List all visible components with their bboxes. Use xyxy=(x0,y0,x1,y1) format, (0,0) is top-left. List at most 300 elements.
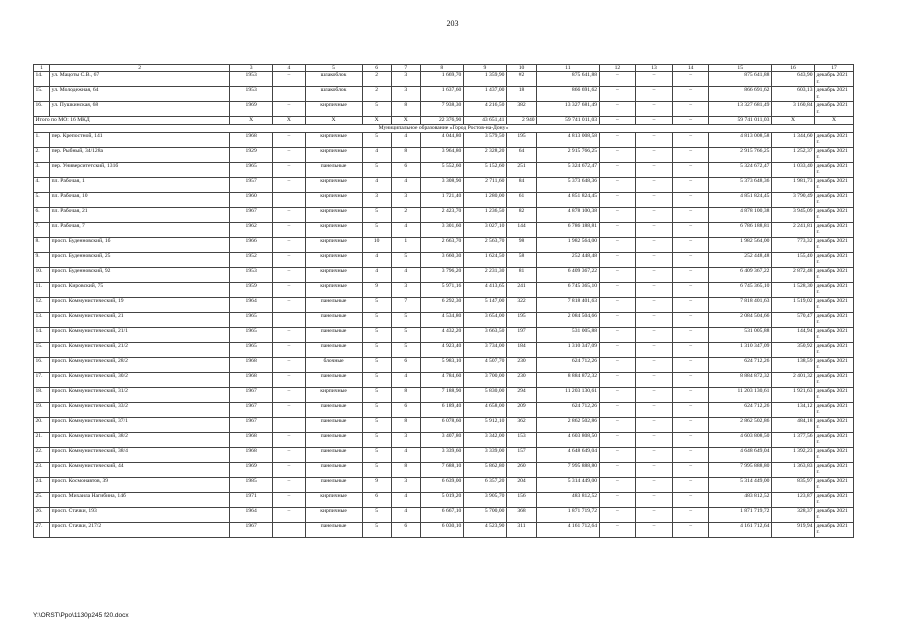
table-cell: кирпичные xyxy=(305,237,362,252)
table-cell: 4 xyxy=(391,447,420,462)
table-cell: – xyxy=(636,327,673,342)
table-cell: – xyxy=(273,237,305,252)
table-cell: – xyxy=(672,87,709,102)
table-cell: 4. xyxy=(34,177,50,192)
table-cell: блочные xyxy=(305,357,362,372)
table-cell: панельные xyxy=(305,447,362,462)
table-cell: 1964 xyxy=(230,507,273,522)
table-cell: 1967 xyxy=(230,402,273,417)
table-cell: 12. xyxy=(34,297,50,312)
table-cell: – xyxy=(636,132,673,147)
table-row xyxy=(34,342,854,357)
column-number-cell: 15 xyxy=(709,65,771,72)
table-cell: 7 818 401,63 xyxy=(709,297,771,312)
table-cell: 1 871 719,72 xyxy=(709,507,771,522)
table-cell: 9. xyxy=(34,252,50,267)
table-cell: 15. xyxy=(34,342,50,357)
table-row xyxy=(34,447,854,462)
table-cell: – xyxy=(636,492,673,507)
table-cell: – xyxy=(599,372,636,387)
table-cell: просп. Коммунистический, 37/1 xyxy=(50,417,230,432)
table-cell: 5 xyxy=(362,462,391,477)
total-cell: 22 376,90 xyxy=(420,117,463,125)
table-cell: 7. xyxy=(34,222,50,237)
table-cell: 1953 xyxy=(230,267,273,282)
table-cell: 5 xyxy=(362,342,391,357)
table-cell: 1968 xyxy=(230,357,273,372)
table-cell: просп. Коммунистический, 28/2 xyxy=(50,357,230,372)
table-cell: 1965 xyxy=(230,162,273,177)
table-cell: декабрь 2021 г. xyxy=(815,162,854,177)
table-row xyxy=(34,477,854,492)
table-cell: 382 xyxy=(506,102,536,117)
table-cell: 4 044,80 xyxy=(420,132,463,147)
table-cell: 11 203 130,61 xyxy=(709,387,771,402)
table-cell: – xyxy=(599,507,636,522)
table-cell: 5 971,16 xyxy=(420,282,463,297)
table-cell: пл. Рабочая, 21 xyxy=(50,207,230,222)
table-cell: 4 813 008,58 xyxy=(709,132,771,147)
table-cell: 9 xyxy=(362,282,391,297)
table-cell: – xyxy=(273,342,305,357)
table-cell: 2 084 504,66 xyxy=(537,312,599,327)
table-cell: 1969 xyxy=(230,102,273,117)
table-cell: 1 377,56 xyxy=(771,432,814,447)
table-cell: – xyxy=(273,297,305,312)
table-cell: – xyxy=(599,192,636,207)
total-cell: X xyxy=(391,117,420,125)
table-cell: – xyxy=(672,207,709,222)
table-cell: декабрь 2021 г. xyxy=(815,72,854,87)
table-cell: 4 xyxy=(362,147,391,162)
table-cell: 919,94 xyxy=(771,522,814,537)
table-cell: 328,37 xyxy=(771,507,814,522)
table-cell: 1965 xyxy=(230,327,273,342)
table-cell: 14. xyxy=(34,72,50,87)
table-cell: кирпичные xyxy=(305,192,362,207)
table-cell: 1 033,40 xyxy=(771,162,814,177)
table-cell: 2 872,48 xyxy=(771,267,814,282)
table-cell: 6 189,40 xyxy=(420,402,463,417)
table-cell: – xyxy=(636,102,673,117)
table-cell: – xyxy=(636,507,673,522)
table-cell: 1 392,23 xyxy=(771,447,814,462)
table-cell: 1957 xyxy=(230,177,273,192)
table-cell: 1 344,60 xyxy=(771,132,814,147)
table-cell: – xyxy=(599,402,636,417)
table-cell: 1964 xyxy=(230,297,273,312)
table-cell: – xyxy=(599,432,636,447)
table-cell: 1953 xyxy=(230,87,273,102)
table-cell: 209 xyxy=(506,402,536,417)
table-cell: 294 xyxy=(506,387,536,402)
table-cell: 6 078,60 xyxy=(420,417,463,432)
table-cell: – xyxy=(672,177,709,192)
table-cell: 82 xyxy=(506,207,536,222)
table-cell: – xyxy=(672,282,709,297)
table-cell: – xyxy=(273,387,305,402)
table-cell: ул. Мацоты С.В., 67 xyxy=(50,72,230,87)
column-number-cell: 13 xyxy=(636,65,673,72)
table-cell: 1967 xyxy=(230,387,273,402)
column-number-cell: 7 xyxy=(391,65,420,72)
table-cell: 1 310 347,09 xyxy=(537,342,599,357)
table-cell: 6 xyxy=(391,402,420,417)
table-cell: просп. Коммунистический, 44 xyxy=(50,462,230,477)
table-cell: 22. xyxy=(34,447,50,462)
table-cell: – xyxy=(273,507,305,522)
table-cell: 5 xyxy=(362,162,391,177)
table-cell: – xyxy=(273,132,305,147)
table-cell: 1959 xyxy=(230,282,273,297)
table-cell: 6 357,20 xyxy=(463,477,506,492)
table-cell: – xyxy=(599,222,636,237)
table-cell: 18 xyxy=(506,87,536,102)
table-cell xyxy=(273,87,305,102)
table-cell: 5 700,00 xyxy=(463,507,506,522)
table-cell: – xyxy=(672,192,709,207)
table-row xyxy=(34,432,854,447)
table-cell: 4 878 100,38 xyxy=(709,207,771,222)
table-cell: 570,47 xyxy=(771,312,814,327)
table-cell: – xyxy=(636,417,673,432)
table-cell: 64 xyxy=(506,147,536,162)
table-cell: 5 xyxy=(362,132,391,147)
table-cell: 483 812,52 xyxy=(537,492,599,507)
table-cell: 5 324 672,47 xyxy=(709,162,771,177)
table-cell: просп. Михаила Нагибина, 14б xyxy=(50,492,230,507)
table-row xyxy=(34,192,854,207)
table-cell: 4 507,70 xyxy=(463,357,506,372)
table-cell: 2 423,70 xyxy=(420,207,463,222)
table-cell: – xyxy=(599,522,636,537)
table-cell: – xyxy=(672,357,709,372)
table-cell: 195 xyxy=(506,132,536,147)
total-cell: 43 651,41 xyxy=(463,117,506,125)
table-cell: – xyxy=(273,402,305,417)
table-cell: 26. xyxy=(34,507,50,522)
table-cell: 3 xyxy=(391,282,420,297)
table-cell: 6 030,10 xyxy=(420,522,463,537)
table-cell: 18. xyxy=(34,387,50,402)
table-cell: – xyxy=(636,342,673,357)
column-number-row xyxy=(34,65,854,72)
table-cell: 5 xyxy=(362,432,391,447)
column-number-cell: 10 xyxy=(506,65,536,72)
table-cell: 1 871 719,72 xyxy=(537,507,599,522)
table-cell: 3 905,70 xyxy=(463,492,506,507)
table-cell: 6 xyxy=(362,492,391,507)
table-cell: 10. xyxy=(34,267,50,282)
table-cell: панельные xyxy=(305,372,362,387)
housing-repair-table xyxy=(33,64,854,538)
table-cell: 4 xyxy=(391,507,420,522)
table-cell: 157 xyxy=(506,447,536,462)
table-cell: пл. Рабочая, 7 xyxy=(50,222,230,237)
table-cell: 8 884 872,32 xyxy=(709,372,771,387)
table-cell: 1960 xyxy=(230,192,273,207)
table-cell: 5 xyxy=(391,252,420,267)
table-cell: 24. xyxy=(34,477,50,492)
table-cell: 1 236,50 xyxy=(463,207,506,222)
table-cell: панельные xyxy=(305,312,362,327)
table-cell: 2 xyxy=(362,72,391,87)
table-cell: 624 712,26 xyxy=(537,402,599,417)
table-row xyxy=(34,177,854,192)
table-cell: – xyxy=(672,387,709,402)
table-cell: 603,13 xyxy=(771,87,814,102)
table-cell: декабрь 2021 г. xyxy=(815,282,854,297)
table-cell: просп. Космонавтов, 39 xyxy=(50,477,230,492)
table-cell: 5 xyxy=(362,372,391,387)
table-cell: декабрь 2021 г. xyxy=(815,87,854,102)
table-cell: 3. xyxy=(34,162,50,177)
table-cell: 8. xyxy=(34,237,50,252)
table-cell: 6 786 188,81 xyxy=(537,222,599,237)
table-cell: 7 818 401,63 xyxy=(537,297,599,312)
table-cell: 21. xyxy=(34,432,50,447)
table-cell: 230 xyxy=(506,357,536,372)
table-cell: – xyxy=(599,342,636,357)
total-cell: X xyxy=(230,117,273,125)
table-row xyxy=(34,402,854,417)
table-cell: – xyxy=(599,357,636,372)
table-cell: – xyxy=(636,357,673,372)
table-cell: 3 342,00 xyxy=(463,432,506,447)
table-cell: 8 xyxy=(391,387,420,402)
table-row xyxy=(34,102,854,117)
table-cell: 5 xyxy=(362,357,391,372)
table-cell: – xyxy=(636,402,673,417)
table-cell: – xyxy=(672,447,709,462)
table-cell: 1 669,70 xyxy=(420,72,463,87)
table-cell: 10 xyxy=(362,237,391,252)
table-row xyxy=(34,327,854,342)
table-cell: – xyxy=(636,162,673,177)
table-cell: – xyxy=(599,282,636,297)
table-cell: 2 711,60 xyxy=(463,177,506,192)
table-cell: 5 830,00 xyxy=(463,387,506,402)
table-cell: 3 027,10 xyxy=(463,222,506,237)
table-cell: 624 712,26 xyxy=(709,357,771,372)
table-cell: просп. Коммунистический, 21/2 xyxy=(50,342,230,357)
table-cell: 1 363,83 xyxy=(771,462,814,477)
table-row xyxy=(34,417,854,432)
table-cell: 134,12 xyxy=(771,402,814,417)
table-cell: 866 691,62 xyxy=(709,87,771,102)
table-cell: 4 603 808,50 xyxy=(709,432,771,447)
table-cell: кирпичные xyxy=(305,147,362,162)
table-cell: – xyxy=(636,522,673,537)
table-cell: – xyxy=(636,462,673,477)
table-cell: 362 xyxy=(506,417,536,432)
table-row xyxy=(34,387,854,402)
table-cell: – xyxy=(599,147,636,162)
table-cell: – xyxy=(273,252,305,267)
table-cell: – xyxy=(599,72,636,87)
table-cell: просп. Буденновский, 1б xyxy=(50,237,230,252)
table-cell: 1965 xyxy=(230,342,273,357)
table-row xyxy=(34,207,854,222)
table-cell: декабрь 2021 г. xyxy=(815,372,854,387)
table-cell: 98 xyxy=(506,237,536,252)
table-cell: 3 663,50 xyxy=(463,327,506,342)
table-cell: шлакоблок xyxy=(305,72,362,87)
table-cell: 3 160,84 xyxy=(771,102,814,117)
table-cell xyxy=(273,192,305,207)
table-cell: 1971 xyxy=(230,492,273,507)
table-cell: 4 xyxy=(362,267,391,282)
table-cell: 1965 xyxy=(230,312,273,327)
table-cell: 1 437,00 xyxy=(463,87,506,102)
table-cell: панельные xyxy=(305,477,362,492)
table-cell: – xyxy=(672,147,709,162)
table-cell: – xyxy=(599,327,636,342)
table-cell: 230 xyxy=(506,372,536,387)
table-cell: – xyxy=(273,447,305,462)
table-cell: 1 921,63 xyxy=(771,387,814,402)
table-cell: 643,90 xyxy=(771,72,814,87)
total-cell: 2 940 xyxy=(506,117,536,125)
table-cell: 155,40 xyxy=(771,252,814,267)
total-cell: – xyxy=(636,117,673,125)
table-cell: декабрь 2021 г. xyxy=(815,297,854,312)
table-cell: – xyxy=(636,387,673,402)
table-cell: 6 292,30 xyxy=(420,297,463,312)
table-cell: – xyxy=(599,297,636,312)
table-cell: – xyxy=(636,447,673,462)
table-cell: 5 xyxy=(362,312,391,327)
table-cell: 1929 xyxy=(230,147,273,162)
table-cell: 1 359,90 xyxy=(463,72,506,87)
section-title-row xyxy=(34,125,854,132)
table-cell: – xyxy=(599,102,636,117)
table-cell: 7 995 888,80 xyxy=(537,462,599,477)
table-cell: – xyxy=(636,147,673,162)
table-cell: 3 700,00 xyxy=(463,372,506,387)
table-cell: 2 328,20 xyxy=(463,147,506,162)
file-path-footer: Y:\ORST\Ppo\1130p245 f20.docx xyxy=(33,612,129,619)
table-cell: панельные xyxy=(305,432,362,447)
table-cell: – xyxy=(599,447,636,462)
table-cell: 5 xyxy=(391,312,420,327)
table-cell: 184 xyxy=(506,342,536,357)
table-cell: 6 xyxy=(391,357,420,372)
table-cell: 2 xyxy=(362,87,391,102)
table-cell: 4 xyxy=(391,492,420,507)
table-cell: 6. xyxy=(34,207,50,222)
table-cell: 58 xyxy=(506,252,536,267)
table-cell: 5 xyxy=(362,222,391,237)
table-cell: 1962 xyxy=(230,222,273,237)
total-cell: X xyxy=(362,117,391,125)
table-cell: 3 308,90 xyxy=(420,177,463,192)
table-cell: – xyxy=(273,432,305,447)
table-cell: 8 884 872,32 xyxy=(537,372,599,387)
table-row xyxy=(34,357,854,372)
table-cell: – xyxy=(599,132,636,147)
column-number-cell: 4 xyxy=(273,65,305,72)
table-cell: 4 648 649,04 xyxy=(537,447,599,462)
table-cell: просп. Коммунистический, 33/2 xyxy=(50,402,230,417)
table-cell: 4 534,80 xyxy=(420,312,463,327)
table-cell: 7 688,10 xyxy=(420,462,463,477)
table-cell: 5 xyxy=(362,417,391,432)
table-cell: – xyxy=(599,267,636,282)
table-cell: просп. Коммунистический, 38/4 xyxy=(50,447,230,462)
table-cell: – xyxy=(273,462,305,477)
table-cell: – xyxy=(599,87,636,102)
table-row xyxy=(34,462,854,477)
table-cell: 1968 xyxy=(230,372,273,387)
table-cell: 4 851 824,45 xyxy=(709,192,771,207)
table-cell: 2 xyxy=(391,207,420,222)
table-cell: пл. Рабочая, 1 xyxy=(50,177,230,192)
table-cell: 3 660,30 xyxy=(420,252,463,267)
column-number-cell: 16 xyxy=(771,65,814,72)
table-cell: – xyxy=(599,207,636,222)
table-cell: 4 xyxy=(391,372,420,387)
table-cell: 5 552,60 xyxy=(420,162,463,177)
table-cell: – xyxy=(636,222,673,237)
table-cell: просп. Коммунистический, 19 xyxy=(50,297,230,312)
table-cell: 5 324 672,47 xyxy=(537,162,599,177)
table-cell: декабрь 2021 г. xyxy=(815,507,854,522)
table-cell: пер. Университетский, 131б xyxy=(50,162,230,177)
table-cell: – xyxy=(672,132,709,147)
table-cell: 8 xyxy=(391,462,420,477)
table-cell: – xyxy=(672,402,709,417)
table-cell: 5 147,00 xyxy=(463,297,506,312)
table-cell: 1967 xyxy=(230,522,273,537)
table-cell: – xyxy=(599,252,636,267)
table-cell: декабрь 2021 г. xyxy=(815,207,854,222)
table-cell: – xyxy=(672,267,709,282)
table-cell: 156 xyxy=(506,492,536,507)
table-cell: – xyxy=(599,477,636,492)
table-cell: 368 xyxy=(506,507,536,522)
table-cell: 624 712,26 xyxy=(537,357,599,372)
table-cell: – xyxy=(273,492,305,507)
table-cell: – xyxy=(672,297,709,312)
table-cell: 2 915 766,25 xyxy=(709,147,771,162)
table-cell: панельные xyxy=(305,342,362,357)
table-cell: – xyxy=(599,177,636,192)
table-cell: 3 790,49 xyxy=(771,192,814,207)
table-cell: 6 745 365,10 xyxy=(537,282,599,297)
table-cell: декабрь 2021 г. xyxy=(815,327,854,342)
table-cell: декабрь 2021 г. xyxy=(815,492,854,507)
table-cell: – xyxy=(636,432,673,447)
table-cell: 6 667,10 xyxy=(420,507,463,522)
table-cell: 5 314 449,00 xyxy=(537,477,599,492)
table-cell: – xyxy=(273,477,305,492)
table-cell: – xyxy=(672,372,709,387)
table-cell: 195 xyxy=(506,312,536,327)
table-cell: 16. xyxy=(34,102,50,117)
table-cell: 153 xyxy=(506,432,536,447)
table-cell: 5 xyxy=(362,402,391,417)
table-cell: 1 252,37 xyxy=(771,147,814,162)
table-cell: 144,94 xyxy=(771,327,814,342)
table-cell: 4 xyxy=(391,177,420,192)
table-cell: 4 xyxy=(362,252,391,267)
table-cell: декабрь 2021 г. xyxy=(815,342,854,357)
total-cell: 59 741 011,03 xyxy=(709,117,771,125)
table-row xyxy=(34,507,854,522)
table-cell: 61 xyxy=(506,192,536,207)
table-cell: просп. Кировский, 75 xyxy=(50,282,230,297)
